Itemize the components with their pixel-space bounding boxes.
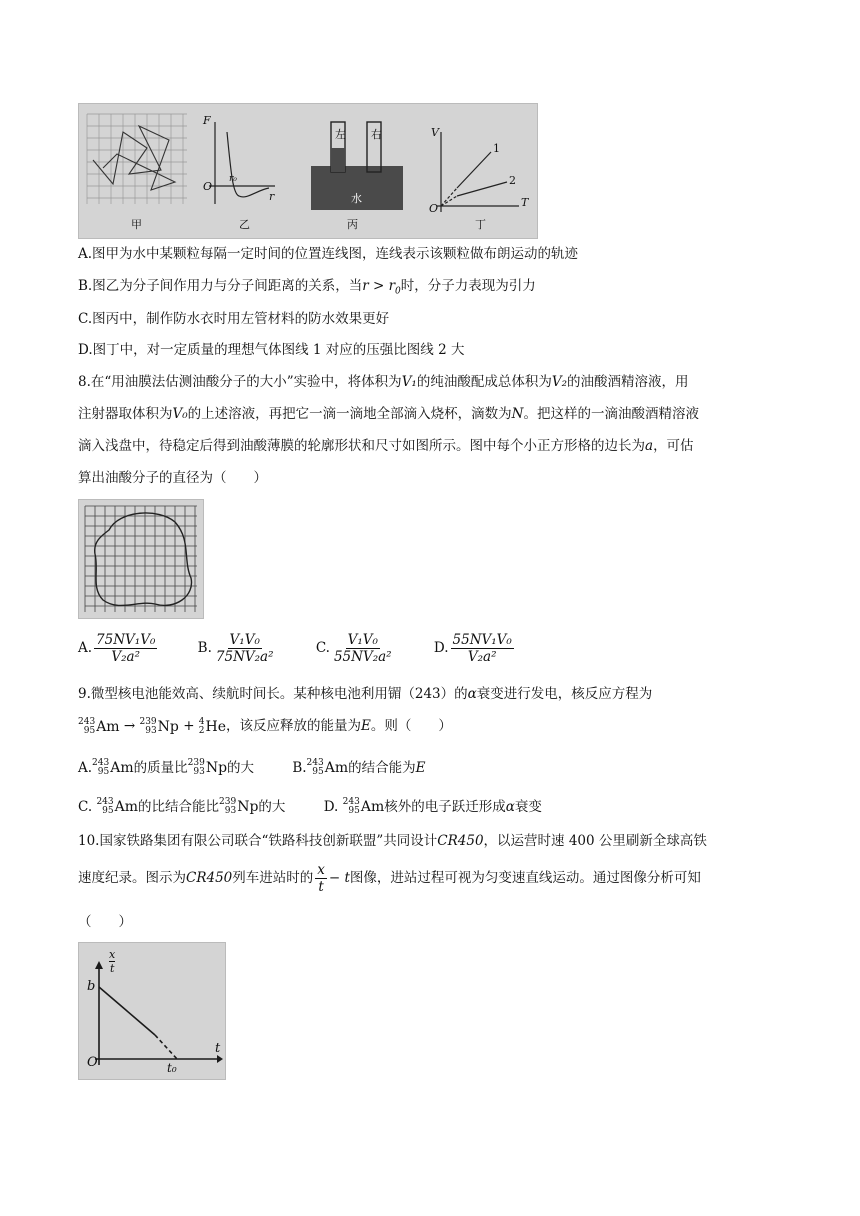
bing-left-label: 左 xyxy=(335,128,346,141)
q8-l1-c: 的油酸酒精溶液，用 xyxy=(567,374,689,390)
q9-option-b[interactable] xyxy=(292,758,425,778)
q8-line-2 xyxy=(78,404,800,424)
q9-l2-end: 。则（ ） xyxy=(370,718,452,734)
q8-option-c-label: C. xyxy=(315,640,330,656)
q9-nuclide-am xyxy=(78,717,120,737)
q9-a-am xyxy=(92,758,134,778)
q9-b-am-charge: 95 xyxy=(312,767,324,777)
q10-l2-a: 速度纪录。图示为 xyxy=(78,870,186,886)
q9-l2-post: ，该反应释放的能量为 xyxy=(226,718,362,734)
q10-fraction xyxy=(315,862,327,895)
q8-l2-a: 注射器取体积为 xyxy=(78,406,173,422)
q8-line-3 xyxy=(78,436,800,456)
q10-graph-drawing xyxy=(79,943,225,1079)
q10-frac-den: t xyxy=(318,879,324,895)
he-mass: 4 xyxy=(198,716,205,727)
q9-a-np-symbol: Np xyxy=(205,760,228,776)
q8-option-d-fraction xyxy=(451,632,514,665)
q9-E: E xyxy=(361,718,371,734)
q10-l2-cr: CR450 xyxy=(186,870,233,886)
q9-nuclide-np xyxy=(139,717,178,737)
q9-d-alpha: α xyxy=(505,799,515,815)
q10-frac-num: x xyxy=(317,862,325,878)
q8-option-a-label: A. xyxy=(78,640,93,656)
caption-ding: 丁 xyxy=(475,218,486,231)
q10-line-2 xyxy=(78,858,800,898)
q9-b-am-mass: 243 xyxy=(306,758,324,768)
q9-c-am-mass: 243 xyxy=(96,797,114,807)
q10-l2-b: 列车进站时的 xyxy=(232,870,314,886)
yi-F-label: F xyxy=(203,114,211,127)
q8-l3-b: ，可估 xyxy=(653,438,694,454)
q9-a-mid: 的质量比 xyxy=(133,760,188,776)
q10-l2-c: − t xyxy=(328,870,350,886)
ding-2-label: 2 xyxy=(509,174,516,187)
np-symbol: Np xyxy=(157,718,179,735)
q8-N: N xyxy=(511,406,524,422)
q8-V1: V₁ xyxy=(401,374,417,390)
he-symbol: He xyxy=(205,718,227,735)
q8-option-d[interactable] xyxy=(434,628,516,668)
q8-option-c[interactable] xyxy=(316,628,396,668)
q10-graph-b: b xyxy=(87,979,96,994)
q9-d-am-charge: 95 xyxy=(348,806,360,816)
ding-T-label: T xyxy=(521,196,529,209)
q9-a-am-charge: 95 xyxy=(97,767,110,777)
q9-option-d[interactable] xyxy=(324,797,542,817)
q9-options-cd xyxy=(78,797,800,817)
bing-right-label: 右 xyxy=(371,128,382,141)
q9-l1: 9.微型核电池能效高、续航时间长。某种核电池利用镅（243）的 xyxy=(78,686,468,702)
reaction-plus: + xyxy=(183,718,195,734)
am-charge: 95 xyxy=(83,725,96,736)
am-symbol: Am xyxy=(96,718,120,735)
q8-option-d-num: 55NV₁V₀ xyxy=(452,631,512,648)
q8-l1-b: 的纯油酸配成总体积为 xyxy=(416,374,552,390)
q9-c-post: 的大 xyxy=(258,799,286,815)
q8-a: a xyxy=(645,438,654,454)
np-mass: 239 xyxy=(139,716,157,727)
q8-option-d-den: V₂a² xyxy=(467,648,497,665)
q8-option-b-fraction xyxy=(214,632,276,665)
am-mass: 243 xyxy=(78,716,96,727)
q9-b-am xyxy=(307,758,349,778)
q9-alpha: α xyxy=(467,686,477,702)
q8-options xyxy=(78,628,800,668)
q8-option-a-den: V₂a² xyxy=(111,648,141,665)
q10-line-3: （ ） xyxy=(78,914,132,930)
jia-grid xyxy=(87,114,187,204)
q9-c-np-symbol: Np xyxy=(237,799,259,815)
q8-option-b-num: V₁V₀ xyxy=(229,631,260,648)
figure-q10-graph xyxy=(78,942,226,1080)
q10-graph-ylabel-den: t xyxy=(110,962,115,975)
q8-V0: V₀ xyxy=(172,406,188,422)
q9-d-am xyxy=(343,797,385,817)
yi-O-label: O xyxy=(203,180,213,193)
q9-equation-line xyxy=(78,716,800,737)
q9-nuclide-he xyxy=(199,717,226,737)
q7-option-d: D.图丁中，对一定质量的理想气体图线 1 对应的压强比图线 2 大 xyxy=(78,342,465,358)
yi-r-label: r xyxy=(269,190,275,203)
q9-c-am-charge: 95 xyxy=(102,806,114,816)
q10-cr: CR450 xyxy=(437,833,484,849)
oil-film-outline xyxy=(95,513,192,606)
caption-jia: 甲 xyxy=(131,218,142,231)
q7-b-pre: B.图乙为分子间作用力与分子间距离的关系，当 xyxy=(78,278,363,294)
q10-graph-t0: t₀ xyxy=(167,1061,177,1075)
ding-O-label: O xyxy=(429,202,439,215)
q9-d-am-symbol: Am xyxy=(360,799,385,815)
q9-a-am-symbol: Am xyxy=(110,760,134,776)
ding-V-label: V xyxy=(431,126,439,139)
q9-c-mid: 的比结合能比 xyxy=(138,799,220,815)
jia-path xyxy=(93,126,175,190)
q8-option-c-num: V₁V₀ xyxy=(347,631,378,648)
yi-axes xyxy=(209,122,275,204)
q9-c-np xyxy=(219,797,258,817)
q10-graph-ylabel-num: x xyxy=(109,948,116,961)
q10-l1-b: ，以运营时速 400 公里刷新全球高铁 xyxy=(483,833,707,849)
q7-b-cond: r > r xyxy=(362,278,396,294)
q8-line-1 xyxy=(78,372,800,392)
q9-c-pre: C. xyxy=(78,799,93,815)
q8-option-a-fraction xyxy=(94,632,157,665)
q9-option-a[interactable] xyxy=(78,758,254,778)
q9-l1-b: 衰变进行发电，核反应方程为 xyxy=(476,686,653,702)
q9-b-am-symbol: Am xyxy=(324,760,349,776)
q9-d-pre: D. xyxy=(323,799,339,815)
caption-yi: 乙 xyxy=(239,218,250,231)
q9-d-am-mass: 243 xyxy=(342,797,360,807)
yi-r0-label: r₀ xyxy=(229,174,237,184)
q8-option-b[interactable] xyxy=(198,628,278,668)
q7-option-b xyxy=(78,276,800,302)
q8-option-c-fraction xyxy=(332,632,394,665)
q9-option-c[interactable] xyxy=(78,797,285,817)
q9-line-1 xyxy=(78,684,800,704)
q9-c-np-charge: 93 xyxy=(224,806,237,816)
q9-a-np-mass: 239 xyxy=(187,758,205,768)
q9-b-E: E xyxy=(415,760,426,776)
q9-c-am-symbol: Am xyxy=(114,799,139,815)
q9-a-post: 的大 xyxy=(227,760,255,776)
q8-option-a-num: 75NV₁V₀ xyxy=(96,631,156,648)
q9-options-ab xyxy=(78,758,800,778)
q10-graph-t: t xyxy=(215,1041,221,1056)
q7-b-post: 时，分子力表现为引力 xyxy=(400,278,536,294)
oil-film-drawing xyxy=(79,500,203,618)
q9-c-np-mass: 239 xyxy=(219,797,237,807)
q7-option-c: C.图丙中，制作防水衣时用左管材料的防水效果更好 xyxy=(78,311,390,327)
q8-l1-a: 8.在“用油膜法估测油酸分子的大小”实验中，将体积为 xyxy=(78,374,402,390)
q7-option-a: A.图甲为水中某颗粒每隔一定时间的位置连线图，连线表示该颗粒做布朗运动的轨迹 xyxy=(78,246,579,262)
q9-a-am-mass: 243 xyxy=(92,758,110,768)
q9-d-post: 核外的电子跃迁形成 xyxy=(384,799,506,815)
q9-b-pre: B. xyxy=(292,760,307,776)
q8-l2-c: 。把这样的一滴油酸酒精溶液 xyxy=(523,406,699,422)
q9-c-am xyxy=(96,797,138,817)
q9-b-post: 的结合能为 xyxy=(348,760,416,776)
q9-a-np xyxy=(188,758,227,778)
caption-bing: 丙 xyxy=(347,218,358,231)
q8-option-d-label: D. xyxy=(433,640,449,656)
bing-water-label: 水 xyxy=(351,192,362,205)
q8-option-c-den: 55NV₂a² xyxy=(333,648,392,665)
figure-q7-drawing xyxy=(79,104,537,238)
q9-d-end: 衰变 xyxy=(514,799,542,815)
q8-option-a[interactable] xyxy=(78,628,159,668)
figure-q7 xyxy=(78,103,538,239)
q10-l2-d: 图像，进站过程可视为匀变速直线运动。通过图像分析可知 xyxy=(349,870,701,886)
q9-a-pre: A. xyxy=(78,760,93,776)
q8-l2-b: 的上述溶液，再把它一滴一滴地全部滴入烧杯，滴数为 xyxy=(187,406,512,422)
reaction-arrow: → xyxy=(123,718,136,734)
q10-graph-O: O xyxy=(87,1055,98,1070)
q10-l1: 10.国家铁路集团有限公司联合“铁路科技创新联盟”共同设计 xyxy=(78,833,438,849)
q8-l3-a: 滴入浅盘中，待稳定后得到油酸薄膜的轮廓形状和尺寸如图所示。图中每个小正方形格的边长为 xyxy=(78,438,645,454)
q8-option-b-den: 75NV₂a² xyxy=(215,648,274,665)
he-charge: 2 xyxy=(198,725,205,736)
ding-axes xyxy=(437,132,519,212)
q8-line-4: 算出油酸分子的直径为（ ） xyxy=(78,470,267,486)
q8-V2: V₂ xyxy=(551,374,568,390)
q7-b-sub: 0 xyxy=(395,286,401,297)
ding-1-label: 1 xyxy=(493,142,500,155)
figure-q8-oil-film xyxy=(78,499,204,619)
q8-option-b-label: B. xyxy=(197,640,212,656)
q9-a-np-charge: 93 xyxy=(193,767,205,777)
np-charge: 93 xyxy=(145,725,157,736)
q10-line-1 xyxy=(78,831,800,851)
